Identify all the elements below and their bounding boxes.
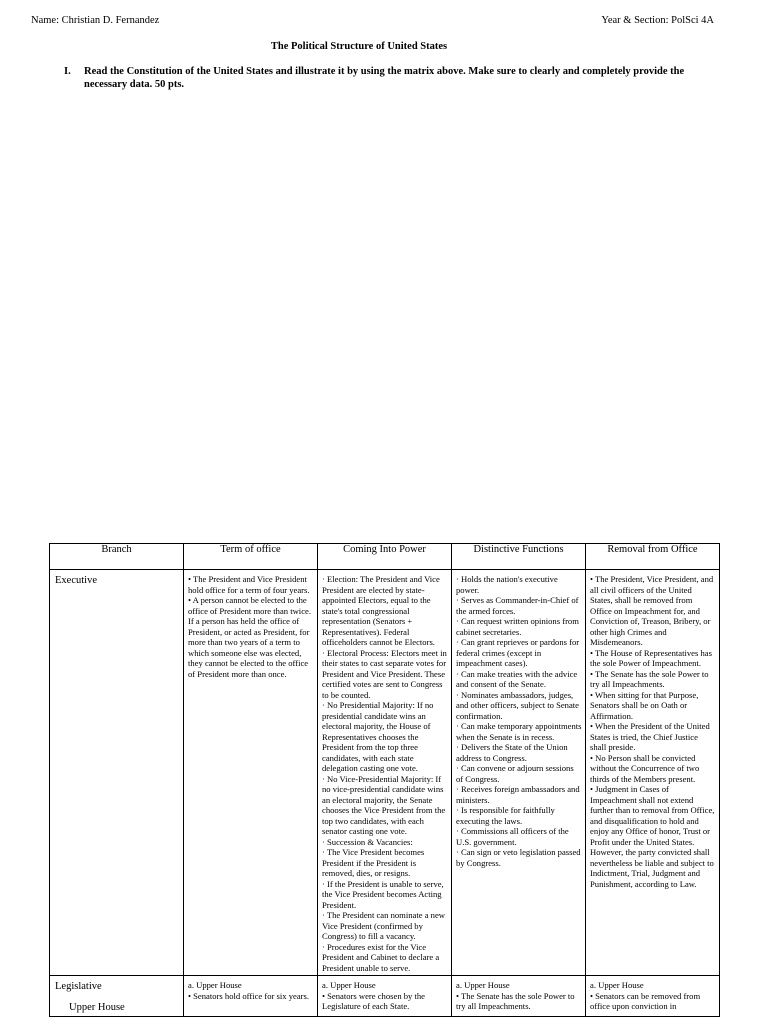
cell-line: · The President can nominate a new Vice President (confirmed by Congress) to fill a vacancy. [322, 910, 445, 941]
executive-coming-cell [318, 570, 452, 976]
cell-line: • The House of Representatives has the sole Power of Impeachment. [590, 647, 712, 668]
cell-line: • Senators hold office for six years. [188, 990, 309, 1001]
legislative-row [50, 976, 720, 1017]
cell-line: a. Upper House [590, 980, 644, 990]
cell-line: · Procedures exist for the Vice President and Cabinet to declare a President unable to serve. [322, 941, 440, 973]
year-section: Year & Section: PolSci 4A [601, 15, 714, 26]
cell-line: • The Senate has the sole Power to try all Impeachments. [590, 668, 709, 689]
matrix-header-row [50, 544, 720, 570]
branch-label: Executive [55, 575, 97, 586]
cell-line: · Commissions all officers of the U.S. government. [456, 826, 569, 847]
header-branch: Branch [50, 544, 184, 570]
cell-line: · Succession & Vacancies: [322, 836, 413, 847]
cell-line: · Can convene or adjourn sessions of Congress. [456, 763, 574, 784]
cell-line: a. Upper House [322, 980, 376, 990]
legislative-removal-cell [586, 976, 720, 1017]
cell-line: • Senators can be removed from office upon conviction in [590, 990, 701, 1011]
cell-line: • The President and Vice President hold office for a term of four years. [188, 574, 310, 595]
executive-branch-cell [50, 570, 184, 976]
cell-line: • When the President of the United States is tried, the Chief Justice shall preside. [590, 721, 710, 752]
cell-line: · Is responsible for faithfully executing the laws. [456, 805, 555, 826]
legislative-branch-cell [50, 976, 184, 1017]
cell-line: · Electoral Process: Electors meet in their states to cast separate votes for President and Vice President. These certified votes are sent to Congress to be counted. [322, 647, 447, 700]
header-removal: Removal from Office [586, 544, 720, 570]
legislative-coming-cell [318, 976, 452, 1017]
header-coming-into-power: Coming Into Power [318, 544, 452, 570]
cell-line: · Can request written opinions from cabinet secretaries. [456, 616, 579, 637]
cell-line: · Holds the nation's executive power. [456, 574, 558, 595]
instruction-number: I. [64, 66, 71, 77]
cell-line: · The Vice President becomes President if the President is removed, dies, or resigns. [322, 847, 425, 878]
cell-line: · Can grant reprieves or pardons for federal crimes (except in impeachment cases). [456, 637, 580, 668]
instruction [64, 65, 714, 91]
cell-line: • No Person shall be convicted without the Concurrence of two thirds of the Members present. [590, 752, 700, 784]
cell-line: · Can make treaties with the advice and consent of the Senate. [456, 668, 578, 689]
cell-line: · Delivers the State of the Union address to Congress. [456, 742, 568, 763]
structure-matrix [49, 543, 720, 1017]
header-distinctive-functions: Distinctive Functions [452, 544, 586, 570]
cell-line: a. Upper House [188, 980, 242, 990]
cell-line: · No Presidential Majority: If no presidential candidate wins an electoral majority, the House of Representatives chooses the President from the top three candidates, with each state delegation casting one vote. [322, 700, 434, 773]
cell-line: · Election: The President and Vice President are elected by state-appointed Electors, equal to the state's total congressional representation (Senators + Representatives). Federal officeholders cannot be Electors. [322, 574, 440, 647]
executive-functions-cell [452, 570, 586, 976]
page-title: The Political Structure of United States [270, 41, 448, 52]
cell-line: • The President, Vice President, and all civil officers of the United States, shall be removed from Office on Impeachment for, and Conviction of, Treason, Bribery, or other high Crimes and Misdemeanors. [590, 574, 714, 647]
cell-line: • The Senate has the sole Power to try all Impeachments. [456, 990, 575, 1011]
cell-line: • Senators were chosen by the Legislature of each State. [322, 990, 425, 1011]
legislative-term-cell [184, 976, 318, 1017]
cell-line: · If the President is unable to serve, the Vice President becomes Acting President. [322, 878, 444, 910]
cell-line: · No Vice-Presidential Majority: If no vice-presidential candidate wins an electoral majority, the Senate chooses the Vice President from the top two candidates, with each senator casting one vote. [322, 773, 446, 836]
executive-row [50, 570, 720, 976]
executive-term-cell [184, 570, 318, 976]
student-name: Name: Christian D. Fernandez [31, 15, 160, 26]
cell-line: · Serves as Commander-in-Chief of the armed forces. [456, 595, 579, 616]
cell-line: · Receives foreign ambassadors and ministers. [456, 784, 580, 805]
cell-line: a. Upper House [456, 980, 510, 990]
cell-line: • A person cannot be elected to the office of President more than twice. If a person has held the office of President, or acted as President, for more than two years of a term to which someone else was elected, they cannot be elected to the office of President more than once. [188, 595, 311, 679]
header-term: Term of office [184, 544, 318, 570]
executive-removal-cell [586, 570, 720, 976]
cell-line: · Can make temporary appointments when the Senate is in recess. [456, 721, 582, 742]
cell-line: · Nominates ambassadors, judges, and other officers, subject to Senate confirmation. [456, 689, 579, 721]
instruction-text: Read the Constitution of the United States and illustrate it by using the matrix above. Make sure to clearly and completely provide the necessary data. 50 pts. [84, 66, 685, 90]
cell-line: • When sitting for that Purpose, Senators shall be on Oath or Affirmation. [590, 689, 699, 721]
branch-sub-label: Upper House [69, 1002, 125, 1013]
legislative-functions-cell [452, 976, 586, 1017]
branch-label: Legislative [55, 981, 102, 992]
cell-line: · Can sign or veto legislation passed by Congress. [456, 847, 581, 868]
cell-line: • Judgment in Cases of Impeachment shall not extend further than to removal from Office, and disqualification to hold and enjoy any Office of honor, Trust or Profit under the United States. However, the party convicted shall nevertheless be liable and subject to Indictment, Trial, Judgment and Punishment, according to Law. [590, 784, 715, 889]
